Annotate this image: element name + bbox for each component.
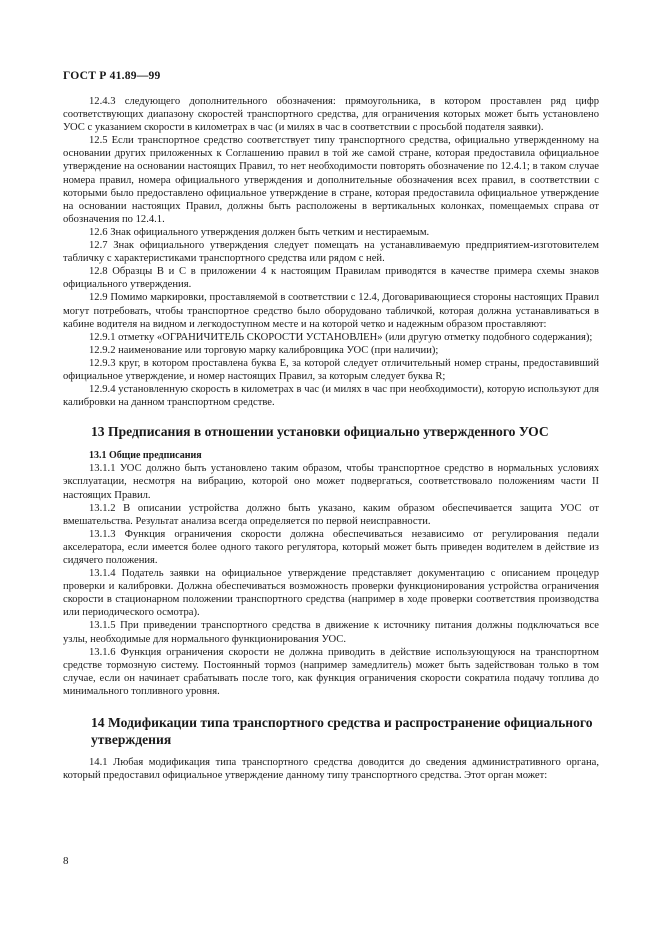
paragraph-12-7: 12.7 Знак официального утверждения следует помещать на устанавливаемую предприятием-изготовителем табличку с характеристиками транспортного средства или рядом с ней. bbox=[63, 240, 599, 265]
paragraph-12-9-3: 12.9.3 круг, в котором проставлена буква Е, за которой следует отличительный номер страны, предоставивший официальное утверждение, и номер настоящих Правил, за которым следует буква R; bbox=[63, 357, 599, 382]
paragraph-12-5: 12.5 Если транспортное средство соответствует типу транспортного средства, официально утвержденному на основании других приложенных к Соглашению правил в той же самой стране, которая предоставила официальное утверждение на основании настоящих Правил, то нет необходимости повторять обозначение по 12.4.1; в таком случае номера правил, номера официального утверждения и дополнительные обозначения всех правил, в соответствии с которыми было предоставлено официальное утверждение в стране, которая предоставила официальное утверждение на основании настоящих Правил, должны быть расположены в вертикальных колонках, помещаемых справа от обозначения по 12.4.1. bbox=[63, 135, 599, 225]
spacer bbox=[63, 748, 599, 756]
paragraph-13-1-1: 13.1.1 УОС должно быть установлено таким образом, чтобы транспортное средство в нормальных условиях эксплуатации, несмотря на вибрацию, которой оно может подвергаться, соответствовало положениям части II настоящих Правил. bbox=[63, 463, 599, 501]
document-header: ГОСТ Р 41.89—99 bbox=[63, 69, 161, 82]
paragraph-12-4-3: 12.4.3 следующего дополнительного обозначения: прямоугольника, в котором проставлен ряд цифр соответствующих диапазону скоростей транспортного средства, для ограничения которых может быть установлено УОС с указанием скорости в километрах в час (и милях в час в соответствии с просьбой подателя заявки). bbox=[63, 96, 599, 134]
paragraph-12-6: 12.6 Знак официального утверждения должен быть четким и нестираемым. bbox=[89, 226, 430, 238]
paragraph-13-1-2: 13.1.2 В описании устройства должно быть указано, каким образом обеспечивается защита УОС от вмешательства. Результат анализа всегда определяется по первой неисправности. bbox=[63, 502, 599, 527]
paragraph-13-1-5: 13.1.5 При приведении транспортного средства в движение к источнику питания должны подключаться все узлы, необходимые для нормального функционирования УОС. bbox=[63, 620, 599, 645]
section-13-heading: 13 Предписания в отношении установки официально утвержденного УОС bbox=[91, 424, 549, 440]
paragraph-12-9-1: 12.9.1 отметку «ОГРАНИЧИТЕЛЬ СКОРОСТИ УСТАНОВЛЕН» (или другую отметку подобного содержания); bbox=[89, 331, 593, 343]
paragraph-14-1: 14.1 Любая модификация типа транспортного средства доводится до сведения административного органа, который предоставил официальное утверждение данному типу транспортного средства. Этот орган может: bbox=[63, 757, 599, 782]
paragraph-12-8: 12.8 Образцы В и С в приложении 4 к настоящим Правилам приводятся в качестве примера схемы знаков официального утверждения. bbox=[63, 266, 599, 291]
paragraph-12-9-2: 12.9.2 наименование или торговую марку калибровщика УОС (при наличии); bbox=[89, 344, 439, 356]
section-13-1-subheading: 13.1 Общие предписания bbox=[89, 450, 202, 462]
paragraph-12-9-4: 12.9.4 установленную скорость в километрах в час (и милях в час при необходимости), которую используют для калибровки на данном транспортном средстве. bbox=[63, 384, 599, 409]
paragraph-13-1-3: 13.1.3 Функция ограничения скорости должна обеспечиваться независимо от регулирования педали акселератора, если имеется более одного такого регулятора, который может быть приведен водителем в действие из сидячего положения. bbox=[63, 528, 599, 566]
section-14-heading: 14 Модификации типа транспортного средства и распространение официального утверждения bbox=[91, 715, 593, 748]
paragraph-12-9: 12.9 Помимо маркировки, проставляемой в соответствии с 12.4, Договаривающиеся стороны настоящих Правил могут потребовать, чтобы транспортное средство было оборудовано табличкой, которая должна устанавливаться в кабине водителя на видном и легкодоступном месте и на которой четко и надежным образом проставляют: bbox=[63, 292, 599, 330]
document-body bbox=[63, 95, 599, 782]
paragraph-13-1-4: 13.1.4 Податель заявки на официальное утверждение представляет документацию с описанием процедур проверки и калибровки. Должна обеспечиваться возможность проверки функционирования устройства ограничения скорости в стационарном положении транспортного средства (например в ходе проверки соответствия производства или периодического осмотра). bbox=[63, 568, 599, 619]
page-number: 8 bbox=[63, 855, 69, 867]
paragraph-13-1-6: 13.1.6 Функция ограничения скорости не должна приводить в действие использующуюся на транспортном средстве тормозную систему. Постоянный тормоз (например замедлитель) может быть задействован только в том случае, если он начинает срабатывать после того, как функция ограничения скорости сократила подачу топлива до минимального топливного уровня. bbox=[63, 646, 599, 697]
